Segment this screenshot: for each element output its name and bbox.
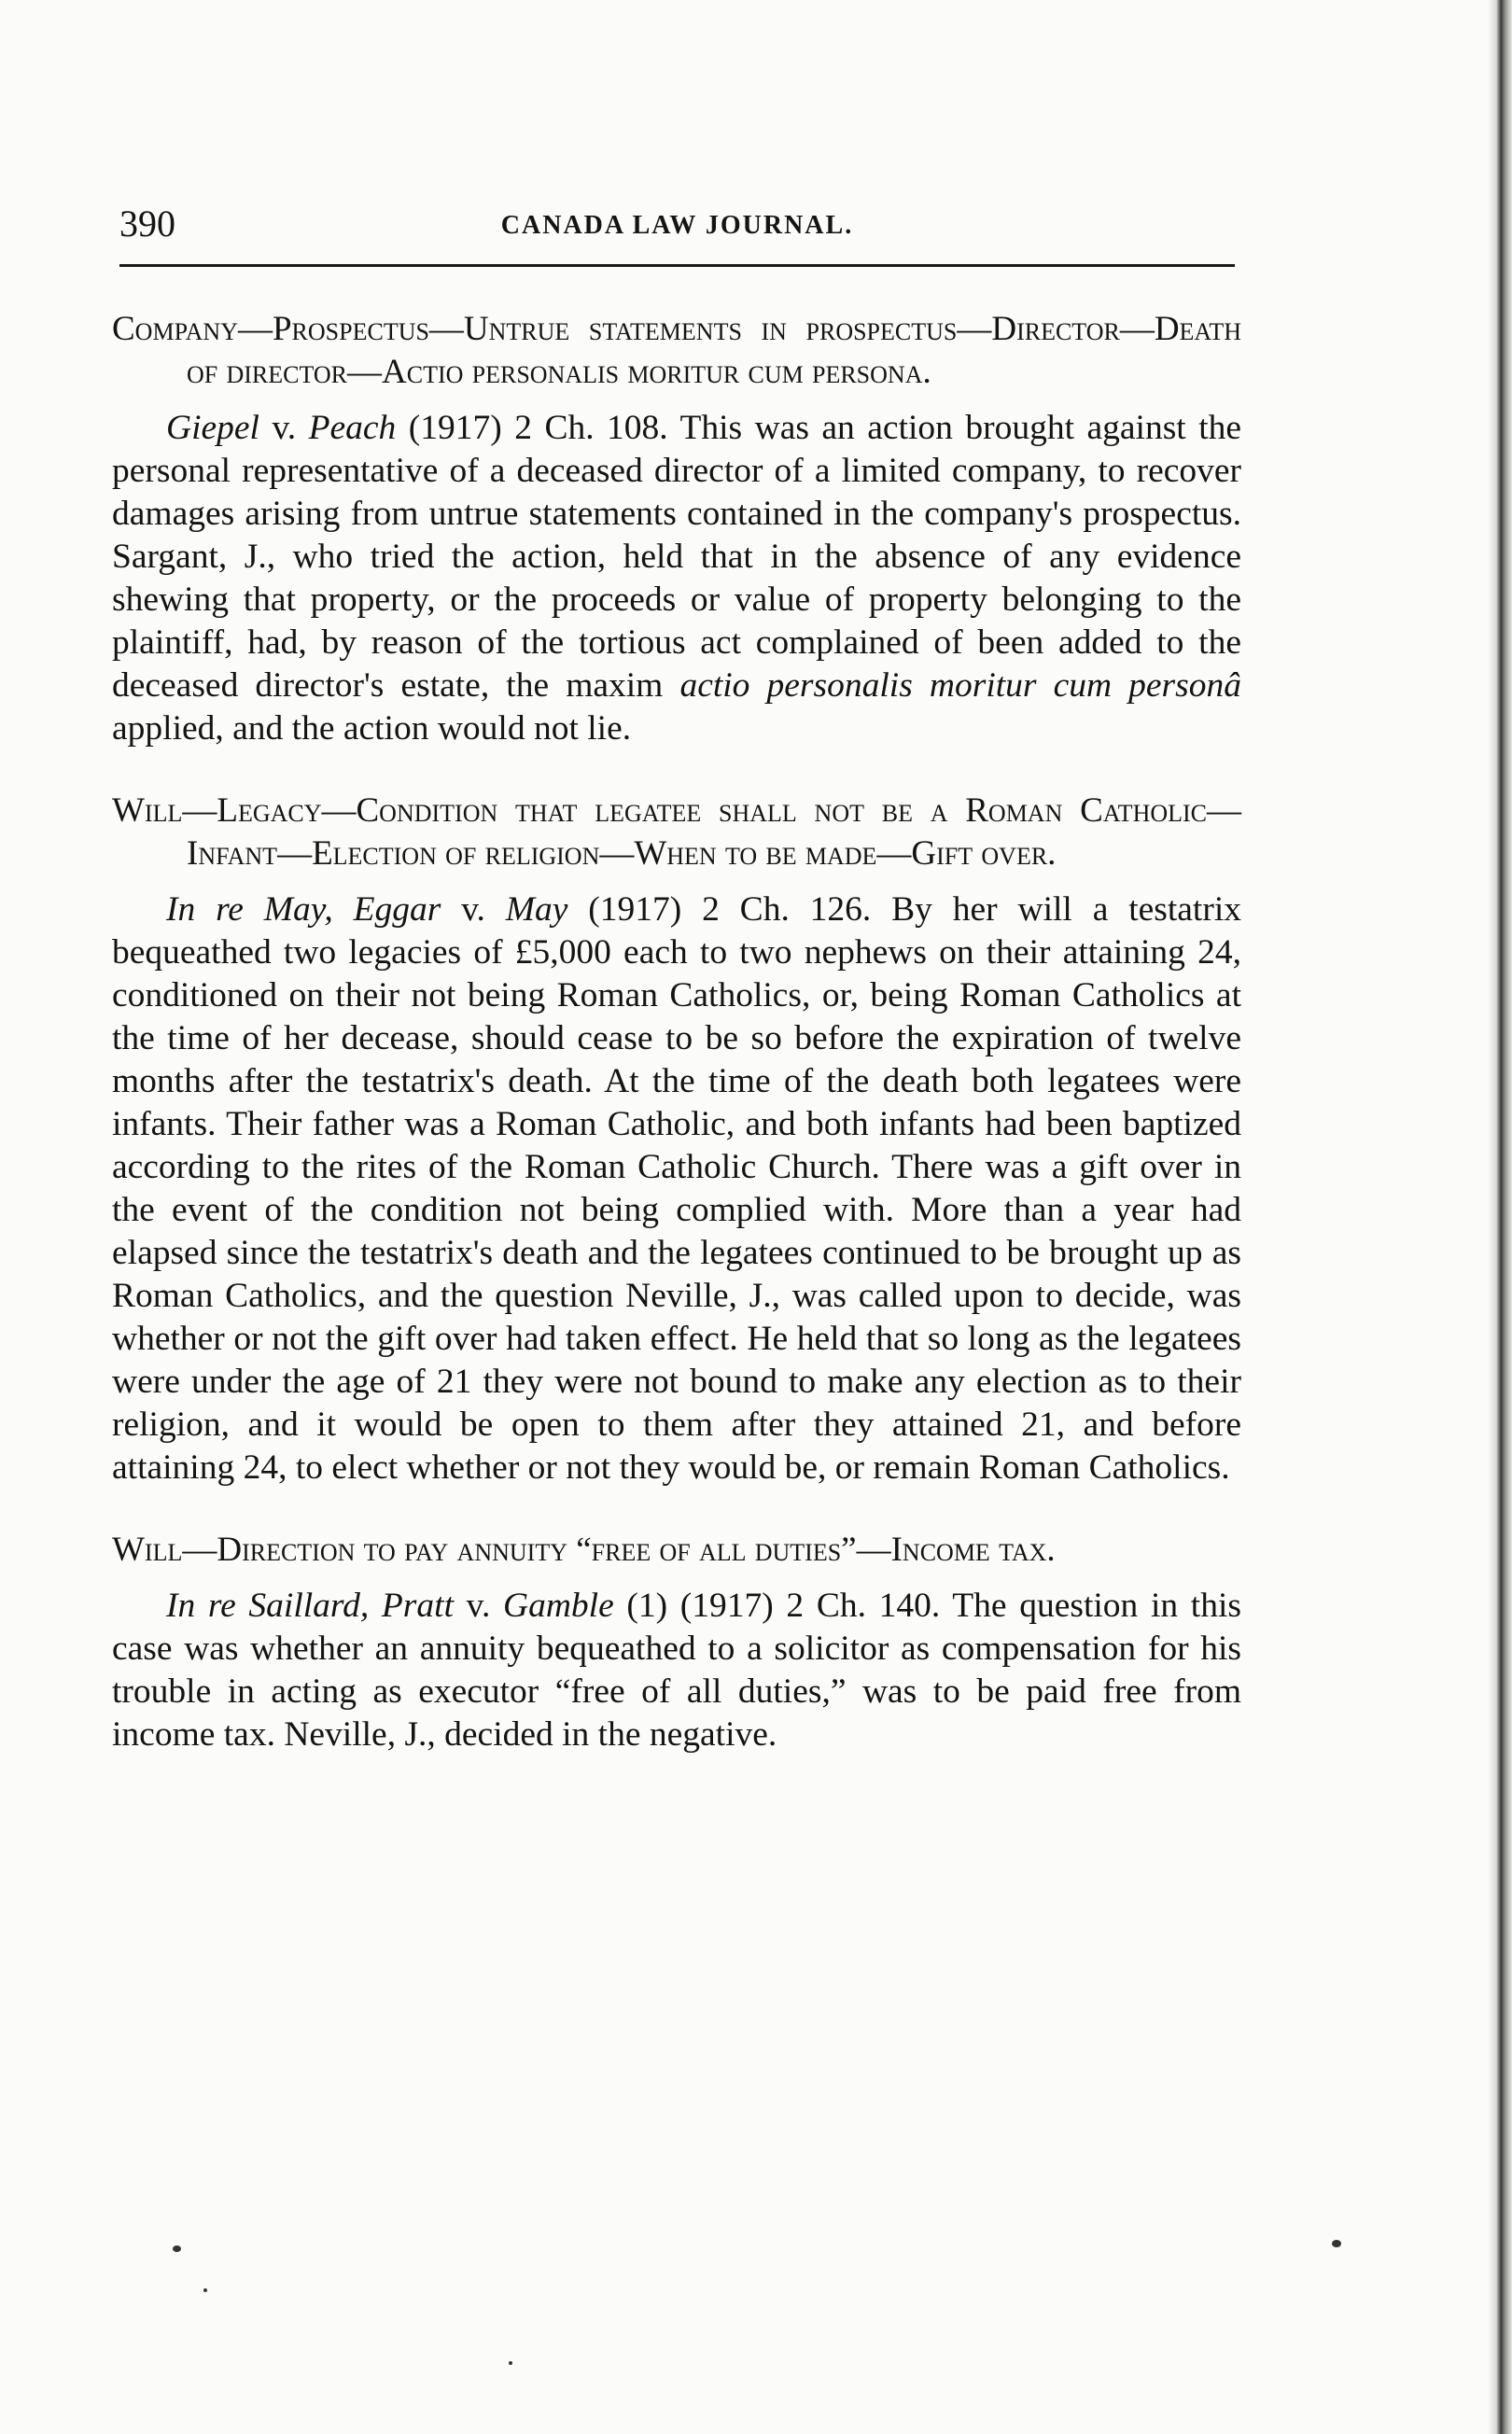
case-versus: v.: [454, 1587, 504, 1625]
case-paragraph: [112, 1585, 1241, 1756]
case-citation: (1) (1917) 2 Ch. 140.: [613, 1587, 953, 1625]
case-citation: (1917) 2 Ch. 108.: [396, 409, 680, 447]
case-party-1: In re May, Eggar: [166, 890, 441, 929]
case-paragraph: [112, 888, 1241, 1490]
case-section-may: [112, 790, 1241, 1490]
case-section-saillard: [112, 1529, 1241, 1756]
page-header: [119, 200, 1235, 256]
header-rule: [119, 264, 1235, 267]
scan-speck: [1332, 2240, 1341, 2247]
page-number: 390: [119, 203, 175, 245]
case-body-text: The question in this case was whether an annuity bequeathed to a solicitor as compensation for his trouble in acting as executor “free of all duties,” was to be paid free from income tax. Neville, J., decided in the negative.: [112, 1587, 1241, 1754]
case-party-2: Gamble: [503, 1587, 614, 1625]
section-headnote: Company—Prospectus—Untrue statements in prospectus—Director—Death of director—Actio personalis moritur cum persona.: [112, 310, 1241, 391]
case-party-2: May: [505, 890, 568, 929]
case-body-text: By her will a testatrix bequeathed two legacies of £5,000 each to two nephews on their attaining 24, conditioned on their not being Roman Catholics, or, being Roman Catholics at the time of her decease, should cease to be so before the expiration of twelve months after the testatrix's death. At the time of the death both legatees were infants. Their father was a Roman Catholic, and both infants had been baptized according to the rites of the Roman Catholic Church. There was a gift over in the event of the condition not being complied with. More than a year had elapsed since the testatrix's death and the legatees continued to be brought up as Roman Catholics, and the question Neville, J., was called upon to decide, was whether or not the gift over had taken effect. He held that so long as the legatees were under the age of 21 they were not bound to make any election as to their religion, and it would be open to them after they attained 21, and before attaining 24, to elect whether or not they would be, or remain Roman Catholics.: [112, 890, 1241, 1487]
case-party-1: In re Saillard, Pratt: [166, 1587, 454, 1625]
latin-maxim: actio personalis moritur cum personâ: [679, 666, 1241, 705]
running-title: CANADA LAW JOURNAL.: [500, 211, 854, 240]
case-body-text: This was an action brought against the personal representative of a deceased director of a limited company, to recover damages arising from untrue statements contained in the company's prospectus. Sargant, J., who tried the action, held that in the absence of any evidence shewing that property, or the proceeds or value of property belonging to the plaintiff, had, by reason of the tortious act complained of been added to the deceased director's estate, the maxim: [112, 409, 1242, 705]
case-section-giepel: [112, 308, 1241, 750]
case-paragraph: [112, 407, 1241, 750]
page-edge-shadow: [1488, 0, 1512, 2434]
case-versus: v.: [259, 409, 309, 447]
case-body-tail: applied, and the action would not lie.: [112, 709, 632, 748]
scan-speck: [509, 2361, 512, 2365]
case-versus: v.: [441, 890, 506, 929]
scan-speck: [173, 2245, 181, 2252]
page-content: [112, 308, 1241, 1796]
case-citation: (1917) 2 Ch. 126.: [567, 890, 892, 929]
scan-speck: [203, 2288, 207, 2292]
case-party-1: Giepel: [166, 409, 259, 447]
case-party-2: Peach: [308, 409, 397, 447]
section-headnote: Will—Legacy—Condition that legatee shall not be a Roman Catholic—Infant—Election of religion—When to be made—Gift over.: [112, 791, 1241, 873]
section-headnote: Will—Direction to pay annuity “free of all duties”—Income tax.: [112, 1531, 1056, 1569]
